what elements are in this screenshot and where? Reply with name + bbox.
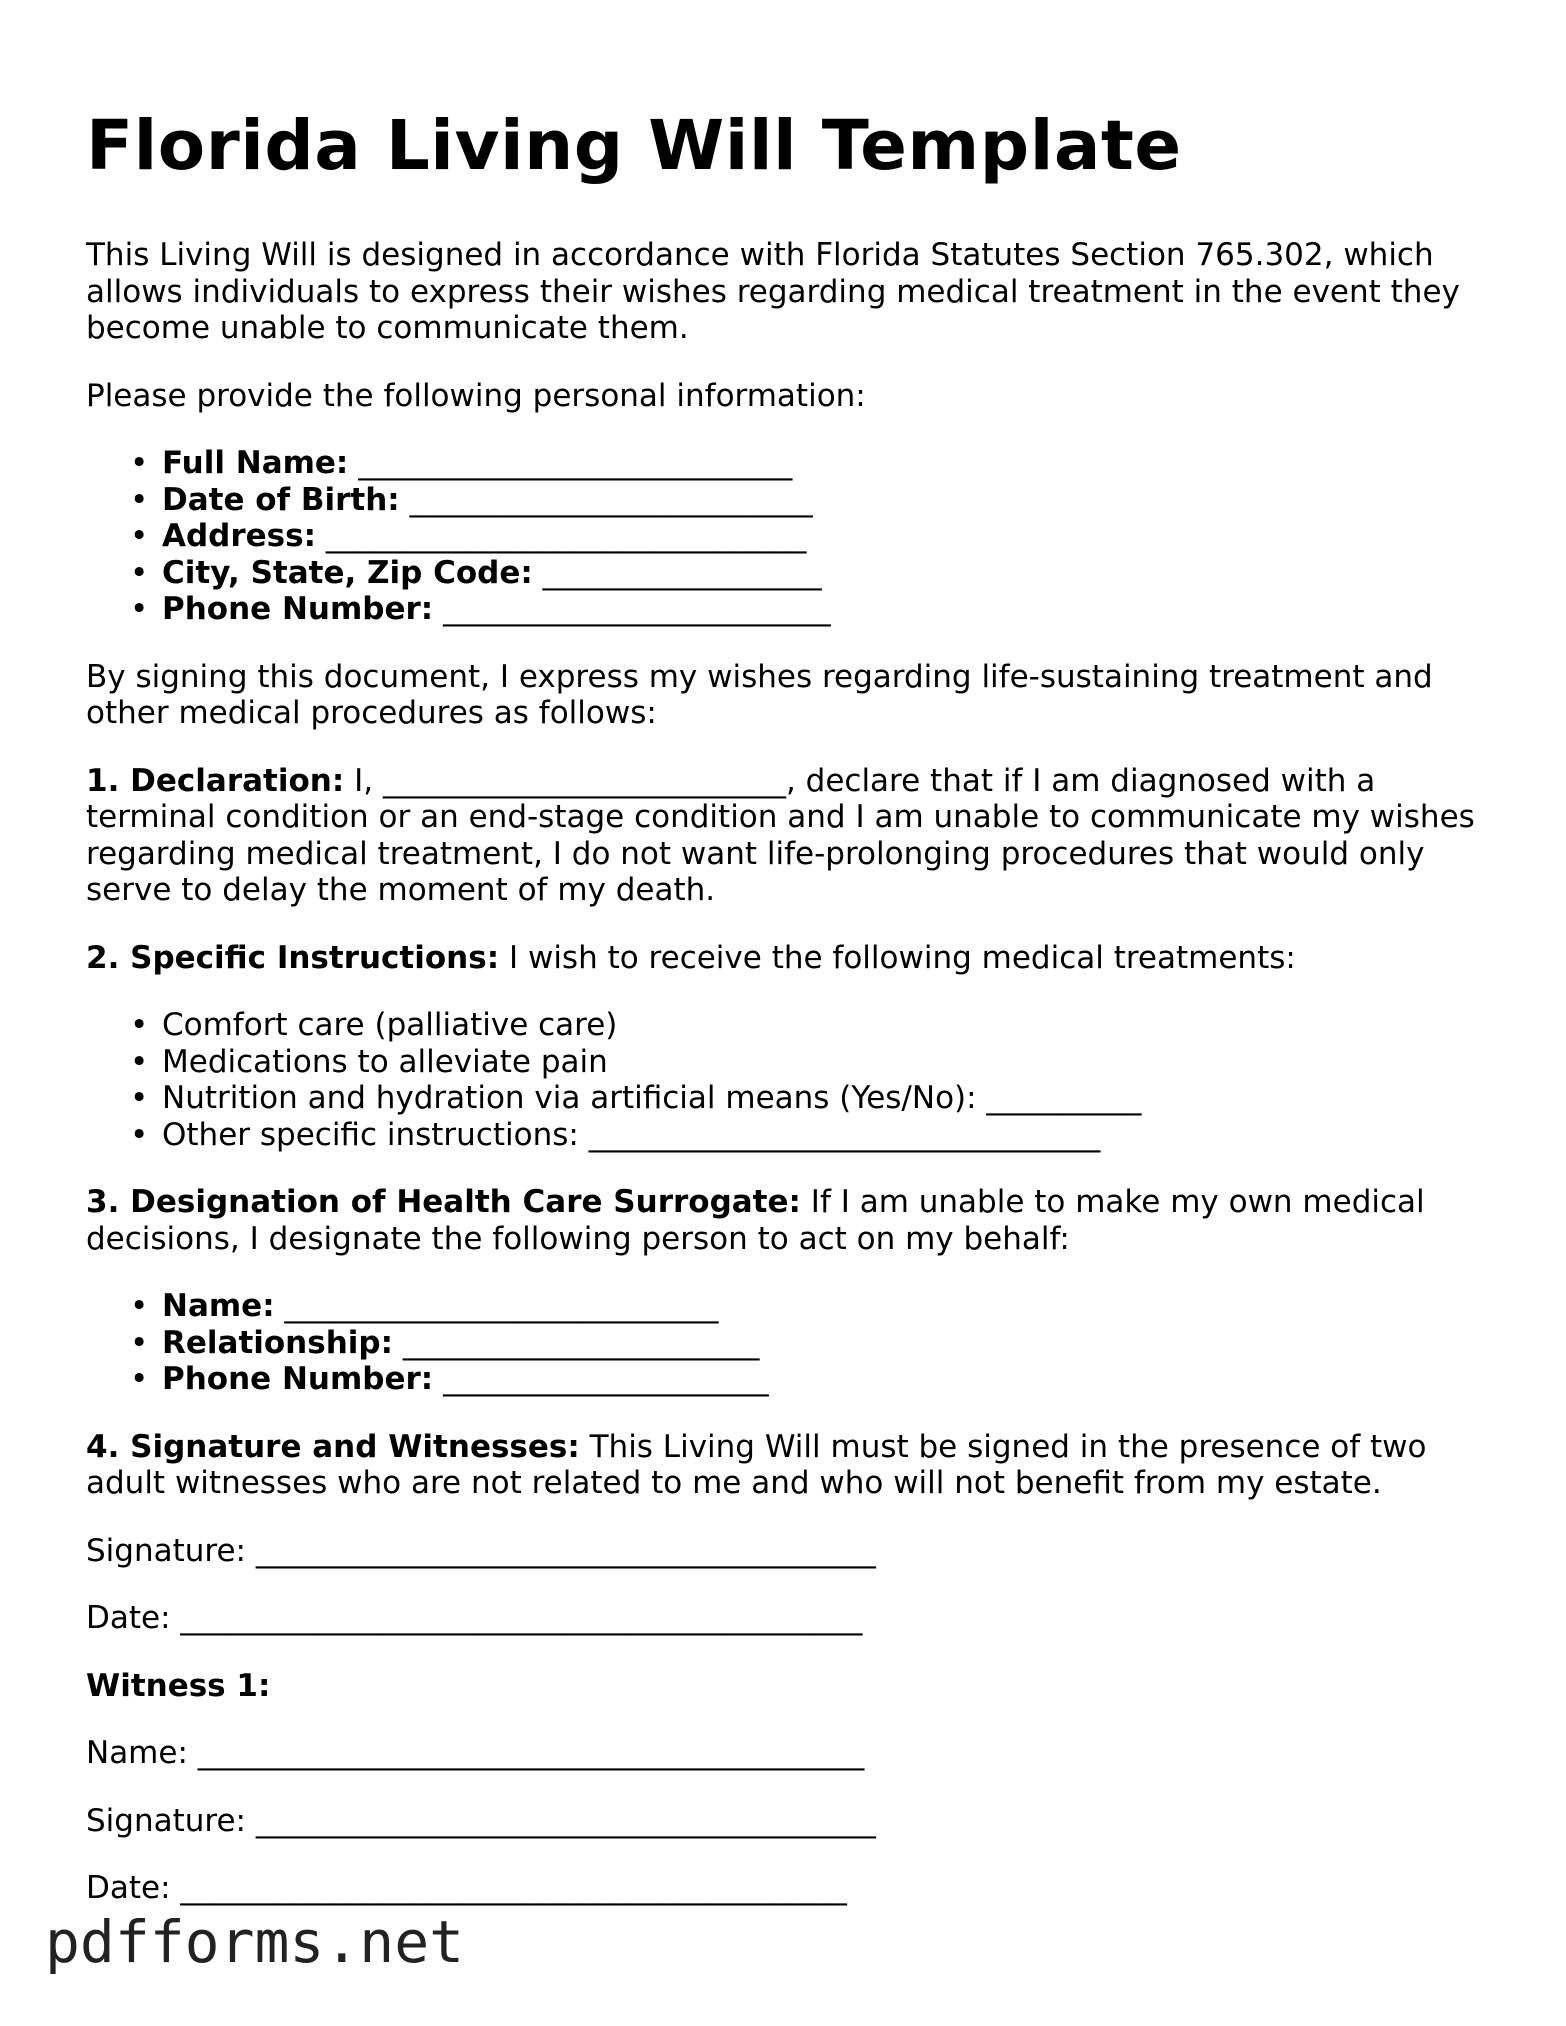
surrogate-paragraph xyxy=(86,1184,1486,1257)
personal-info-prompt: Please provide the following personal information: xyxy=(86,377,866,414)
declaration-text: I, __________________________, declare that if I am diagnosed with a terminal condition or an end-stage condition and I am unable to communicate my wishes regarding medical treatment, I do not want life-prolonging procedures that would only serve to delay the moment of my death. xyxy=(86,762,1475,908)
document-page xyxy=(86,104,1486,1938)
list-item xyxy=(162,1288,1486,1325)
list-item: • Medications to alleviate pain xyxy=(162,1044,1486,1081)
field-label: City, State, Zip Code: xyxy=(162,554,533,591)
field-label: Relationship: xyxy=(162,1324,393,1361)
list-item: • Other specific instructions: _________________________________ xyxy=(162,1117,1486,1154)
declaration-heading: 1. Declaration: xyxy=(86,762,345,799)
field-label: Date of Birth: xyxy=(162,481,400,518)
surrogate-text: If I am unable to make my own medical decisions, I designate the following person to act on my behalf: xyxy=(86,1184,1425,1257)
signing-paragraph: By signing this document, I express my wishes regarding life-sustaining treatment and other medical procedures as follows: xyxy=(86,658,1433,731)
surrogate-heading: 3. Designation of Health Care Surrogate: xyxy=(86,1184,801,1220)
witness-heading xyxy=(86,1668,1486,1705)
list-item: • Comfort care (palliative care) xyxy=(162,1007,1486,1044)
phone-number-blank[interactable]: _________________________ xyxy=(443,591,831,627)
date-of-birth-blank[interactable]: __________________________ xyxy=(409,481,813,518)
surrogate-phone-blank[interactable]: _____________________ xyxy=(443,1361,769,1397)
signature-line[interactable]: Signature: ________________________________________ xyxy=(86,1532,876,1569)
field-label: Address: xyxy=(162,518,316,554)
field-label: Phone Number: xyxy=(162,1361,434,1397)
list-item: • Nutrition and hydration via artificial means (Yes/No): __________ xyxy=(162,1080,1486,1117)
list-item xyxy=(162,1361,1486,1398)
declaration-paragraph xyxy=(86,763,1486,909)
list-item xyxy=(162,555,1486,592)
page-title: Florida Living Will Template xyxy=(86,106,1182,186)
signature-text: This Living Will must be signed in the presence of two adult witnesses who are not related to me and who will not benefit from my estate. xyxy=(86,1428,1427,1501)
witness-signature-line[interactable]: Signature: ________________________________________ xyxy=(86,1802,876,1839)
list-item xyxy=(162,591,1486,628)
list-item xyxy=(162,482,1486,519)
date-line[interactable]: Date: ____________________________________________ xyxy=(86,1600,863,1636)
surrogate-list xyxy=(86,1288,1486,1398)
city-state-zip-blank[interactable]: __________________ xyxy=(542,554,822,591)
list-item xyxy=(162,445,1486,482)
personal-info-list xyxy=(86,445,1486,628)
watermark-logo: pdfforms.net xyxy=(45,1908,465,1976)
instructions-text: I wish to receive the following medical treatments: xyxy=(508,939,1296,976)
full-name-blank[interactable]: ____________________________ xyxy=(358,445,793,481)
field-label: Name: xyxy=(162,1288,275,1324)
witness-heading-text: Witness 1: xyxy=(86,1667,271,1704)
surrogate-name-blank[interactable]: ____________________________ xyxy=(284,1288,719,1324)
witness-name-line[interactable]: Name: ___________________________________________ xyxy=(86,1735,865,1771)
field-label: Phone Number: xyxy=(162,591,434,627)
instructions-heading: 2. Specific Instructions: xyxy=(86,939,500,976)
relationship-blank[interactable]: _______________________ xyxy=(402,1324,760,1361)
field-label: Full Name: xyxy=(162,445,349,481)
list-item xyxy=(162,1325,1486,1362)
instructions-paragraph xyxy=(86,940,1486,977)
witness-date-line[interactable]: Date: ___________________________________________ xyxy=(86,1870,847,1906)
instructions-list xyxy=(86,1007,1486,1153)
intro-paragraph: This Living Will is designed in accordance with Florida Statutes Section 765.302, which allows individuals to express their wishes regarding medical treatment in the event they become unable to communicate them. xyxy=(86,237,1460,346)
address-blank[interactable]: _______________________________ xyxy=(325,518,807,554)
signature-paragraph xyxy=(86,1429,1486,1502)
signature-heading: 4. Signature and Witnesses: xyxy=(86,1428,580,1465)
list-item xyxy=(162,518,1486,555)
